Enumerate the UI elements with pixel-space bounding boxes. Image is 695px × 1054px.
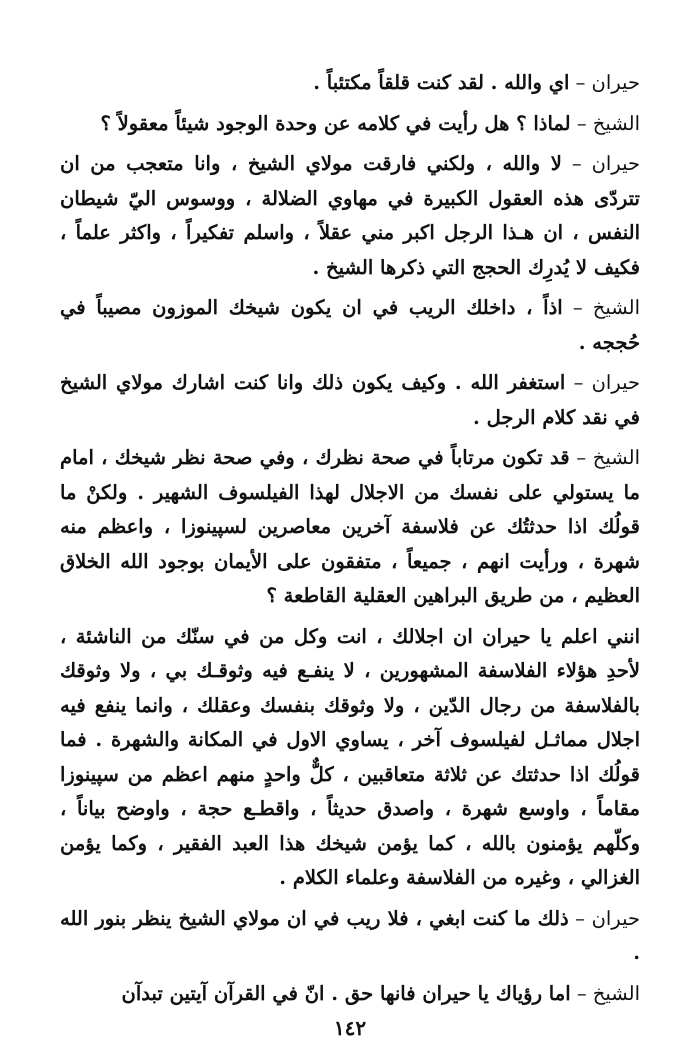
paragraph-5: [60, 366, 640, 435]
paragraph-text: ذلك ما كنت ابغي ، فلا ريب في ان مولاي الشيخ ينظر بنور الله .: [60, 906, 640, 964]
paragraph-text: اما رؤياك يا حيران فانها حق . انّ في القرآن آيتين تبدآن: [121, 981, 571, 1005]
paragraph-text: اذاً ، داخلك الريب في ان يكون شيخك الموزون مصيباً في حُججه .: [60, 296, 640, 354]
paragraph-6: [60, 441, 640, 614]
paragraph-text: اي والله . لقد كنت قلقاً مكتئباً .: [313, 71, 570, 94]
paragraph-text: لماذا ؟ هل رأيت في كلامه عن وحدة الوجود شيئاً معقولاً ؟: [100, 111, 571, 135]
page-number: ١٤٢: [333, 1016, 367, 1040]
paragraph-text: استغفر الله . وكيف يكون ذلك وانا كنت اشارك مولاي الشيخ في نقد كلام الرجل .: [60, 371, 640, 429]
speaker-label: الشيخ –: [572, 296, 640, 319]
paragraph-8: [60, 902, 640, 971]
paragraph-4: [60, 291, 640, 360]
paragraph-9: [60, 977, 640, 1012]
speaker-label: الشيخ –: [576, 111, 640, 135]
paragraph-text: لا والله ، ولكني فارقت مولاي الشيخ ، وانا متعجب من ان تتردّى هذه العقول الكبيرة في مهاوي الضلالة ، ووسوس اليّ شيطان النفس ، ان هـذا الرجل اكبر مني عقلاً ، واسلم تفكيراً ، واكثر علماً ، فكيف لا يُدرِك الحجج التي ذكرها الشيخ .: [60, 152, 640, 279]
speaker-label: الشيخ –: [576, 446, 640, 469]
paragraph-2: [60, 107, 640, 142]
paragraph-text: انني اعلم يا حيران ان اجلالك ، انت وكل من في سنّك من الناشئة ، لأحدِ هؤلاء الفلاسفة المشهورين ، لا ينفـع فيه وثوقـك بي ، ولا وثوقك بالفلاسفة من رجال الدّين ، ولا وثوقك بنفسك وعقلك ، وانما ينفع فيه اجلال مماثـل لفيلسوف آخر ، يساوي الاول في المكانة والشهرة . فما قولُك اذا حدثتك عن ثلاثة متعاقبين ، كلٌّ واحدٍ منهم اعظم من سپينوزا مقاماً ، واوسع شهرة ، واصدق حديثاً ، واقطـع حجة ، واوضح بياناً ، وكلّهم يؤمنون بالله ، كما يؤمن شيخك هذا العبد الفقير ، وكما يؤمن الغزالي ، وغيره من الفلاسفة وعلماء الكلام .: [60, 624, 640, 889]
book-page: [60, 66, 641, 1040]
speaker-label: حيران –: [573, 371, 641, 394]
paragraph-3: [60, 147, 640, 285]
speaker-label: حيران –: [575, 71, 640, 94]
paragraph-7: [60, 620, 640, 896]
speaker-label: حيران –: [571, 152, 641, 175]
speaker-label: الشيخ –: [576, 981, 640, 1005]
speaker-label: حيران –: [575, 906, 641, 930]
paragraph-text: قد تكون مرتاباً في صحة نظرك ، وفي صحة نظر شيخك ، امام ما يستولي على نفسك من الاجلال لهذا الفيلسوف الشهير . ولكنْ ما قولُك اذا حدثتُك عن فلاسفة آخرين معاصرين لسپينوزا ، واعظم منه شهرة ، ورأيت انهم ، جميعاً ، متفقون على الأيمان بوجود الله الخلاق العظيم ، من طريق البراهين العقلية القاطعة ؟: [60, 446, 640, 607]
paragraph-1: [60, 66, 640, 101]
